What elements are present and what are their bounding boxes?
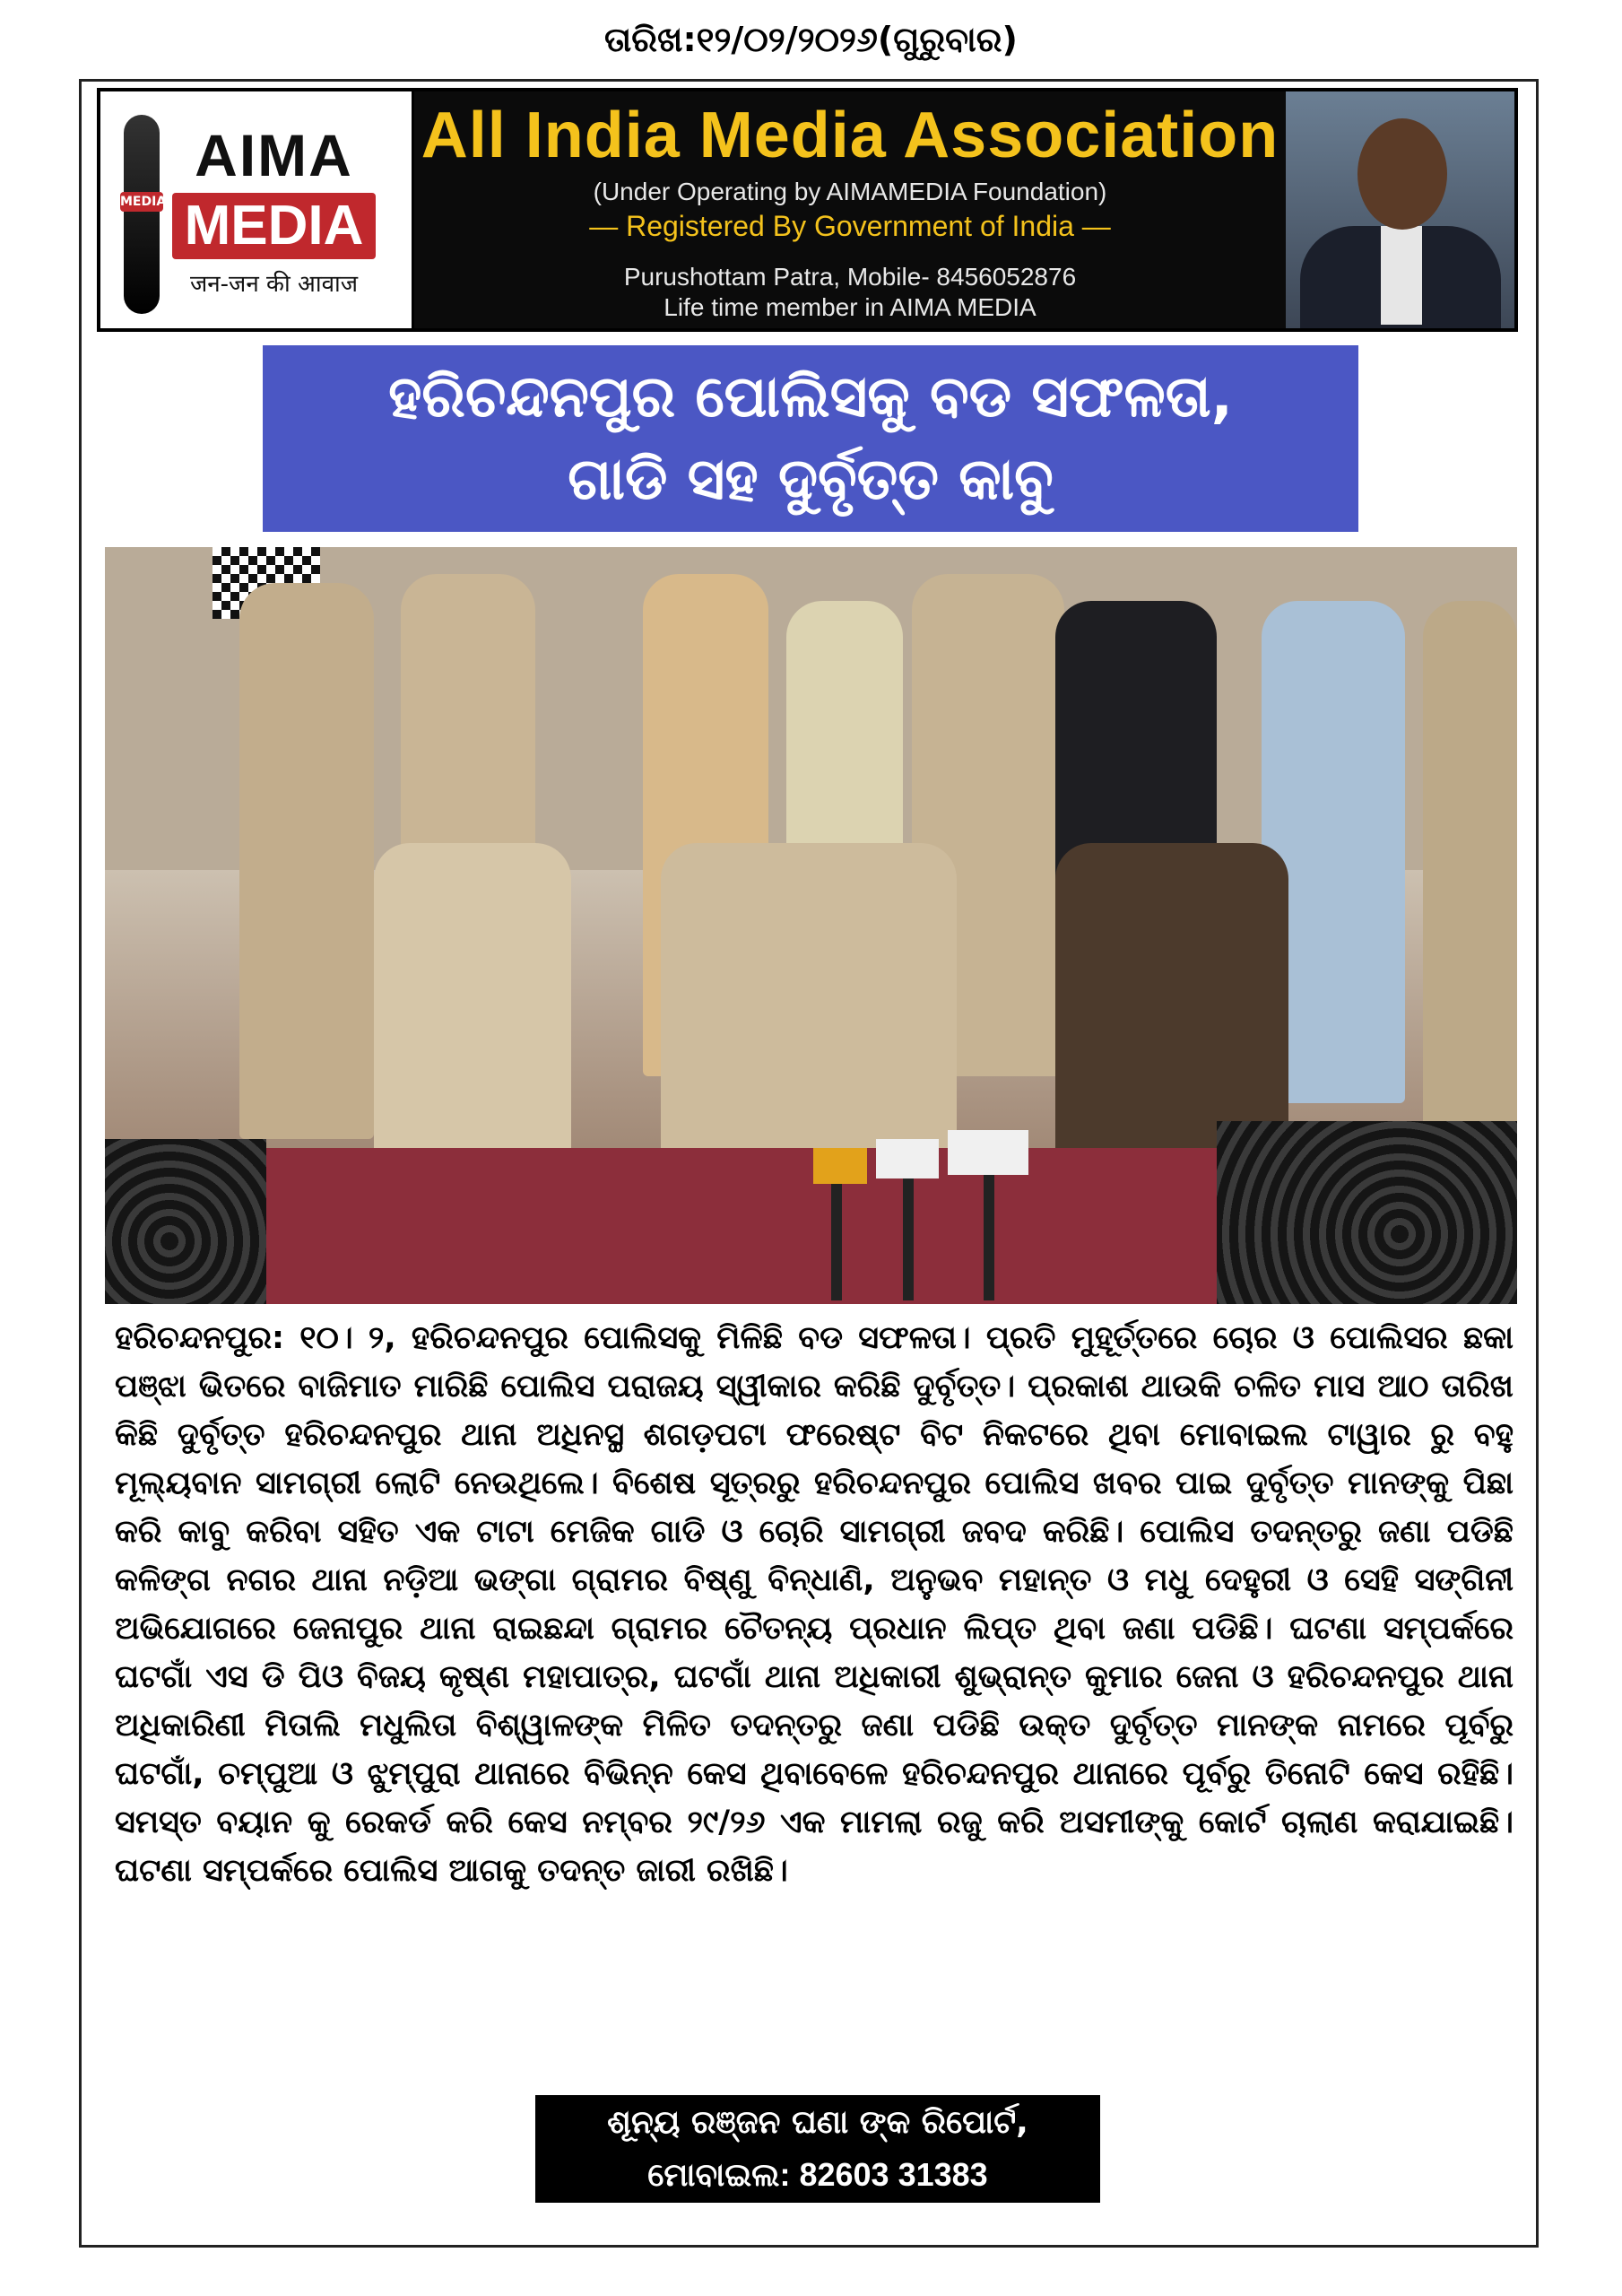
photo-microphones xyxy=(795,1121,1064,1300)
logo-tagline: जन-जन की आवाज xyxy=(189,271,359,298)
logo-aima-text: AIMA xyxy=(195,122,353,188)
headline-line-1: ହରିଚନ୍ଦନପୁର ପୋଲିସକୁ ବଡ ସଫଳତା, xyxy=(388,364,1233,430)
logo-media-text: MEDIA xyxy=(172,193,377,259)
banner-registered: — Registered By Government of India — xyxy=(589,209,1111,242)
member-portrait xyxy=(1286,91,1514,328)
photo-cables xyxy=(1217,1121,1517,1304)
aima-media-logo xyxy=(100,91,414,328)
banner-text-block xyxy=(414,91,1286,328)
photo-table xyxy=(266,1148,1253,1304)
banner-title: All India Media Association xyxy=(421,99,1279,171)
portrait-head xyxy=(1357,118,1447,230)
reporter-credit xyxy=(535,2095,1100,2203)
banner-member: Life time member in AIMA MEDIA xyxy=(664,292,1037,321)
aima-banner xyxy=(97,88,1518,332)
credit-mobile: ମୋବାଇଲ: 82603 31383 xyxy=(647,2156,988,2193)
headline-line-2: ଗାଡି ସହ ଦୁର୍ବୃତ୍ତ କାବୁ xyxy=(568,447,1054,513)
credit-reporter: ଶୂନ୍ୟ ରଞ୍ଜନ ଘଣା ଙ୍କ ରିପୋର୍ଟ, xyxy=(607,2104,1028,2141)
photo-cables xyxy=(105,1139,266,1304)
news-headline xyxy=(263,345,1358,532)
photo-officer xyxy=(239,583,374,1139)
portrait-shirt xyxy=(1381,226,1422,325)
microphone-icon xyxy=(124,115,160,314)
press-conference-photo xyxy=(105,547,1517,1304)
photo-officer xyxy=(1423,601,1517,1139)
banner-subtitle: (Under Operating by AIMAMEDIA Foundation) xyxy=(593,177,1107,205)
photo-seated-officer xyxy=(374,843,571,1184)
mic-label: MEDIA xyxy=(120,192,163,212)
article-body: ହରିଚନ୍ଦନପୁର: ୧୦। ୨, ହରିଚନ୍ଦନପୁର ପୋଲିସକୁ ମିଳିଛି ବଡ ସଫଳତା। ପ୍ରତି ମୁହୂର୍ତ୍ତରେ ଚୋର ଓ ପୋଲିସର ଛକା ପଞ୍ଝା ଭିତରେ ବାଜିମାତ ମାରିଛି ପୋଲିସ ପରାଜୟ ସ୍ୱୀକାର କରିଛି ଦୁର୍ବୃତ୍ତ। ପ୍ରକାଶ ଥାଉକି ଚଳିତ ମାସ ଆଠ ତାରିଖ କିଛି ଦୁର୍ବୃତ୍ତ ହରିଚନ୍ଦନପୁର ଥାନା ଅଧିନସ୍ଥ ଶଗଡ଼ପଟା ଫରେଷ୍ଟ ବିଟ ନିକଟରେ ଥିବା ମୋବାଇଲ ଟାୱାର ରୁ ବହୁ ମୂଲ୍ୟବାନ ସାମଗ୍ରୀ ଲୋଟି ନେଉଥିଲେ। ବିଶେଷ ସୂତ୍ରରୁ ହରିଚନ୍ଦନପୁର ପୋଲିସ ଖବର ପାଇ ଦୁର୍ବୃତ୍ତ ମାନଙ୍କୁ ପିଛା କରି କାବୁ କରିବା ସହିତ ଏକ ଟାଟା ମେଜିକ ଗାଡି ଓ ଚୋରି ସାମଗ୍ରୀ ଜବଦ କରିଛି। ପୋଲିସ ତଦନ୍ତରୁ ଜଣା ପଡିଛି କଳିଙ୍ଗ ନଗର ଥାନା ନଡ଼ିଆ ଭଙ୍ଗା ଗ୍ରାମର ବିଷ୍ଣୁ ବିନ୍ଧାଣି, ଅନୁଭବ ମହାନ୍ତ ଓ ମଧୁ ଦେହୁରୀ ଓ ସେହି ସଙ୍ଗିନୀ ଅଭିଯୋଗରେ ଜେନାପୁର ଥାନା ରାଇଛନ୍ଦା ଗ୍ରାମର ଚୈତନ୍ୟ ପ୍ରଧାନ ଲିପ୍ତ ଥିବା ଜଣା ପଡିଛି। ଘଟଣା ସମ୍ପର୍କରେ ଘଟଗାଁ ଏସ ଡି ପିଓ ବିଜୟ କୃଷ୍ଣ ମହାପାତ୍ର, ଘଟଗାଁ ଥାନା ଅଧିକାରୀ ଶୁଭ୍ରାନ୍ତ କୁମାର ଜେନା ଓ ହରିଚନ୍ଦନପୁର ଥାନା ଅଧିକାରିଣୀ ମିତାଲି ମଧୁଲିତା ବିଶ୍ୱାଳଙ୍କ ମିଳିତ ତଦନ୍ତରୁ ଜଣା ପଡିଛି ଉକ୍ତ ଦୁର୍ବୃତ୍ତ ମାନଙ୍କ ନାମରେ ପୂର୍ବରୁ ଘଟଗାଁ, ଚମ୍ପୁଆ ଓ ଝୁମ୍ପୁରା ଥାନାରେ ବିଭିନ୍ନ କେସ ଥିବାବେଳେ ହରିଚନ୍ଦନପୁର ଥାନାରେ ପୂର୍ବରୁ ତିନୋଟି କେସ ରହିଛି। ସମସ୍ତ ବୟାନ କୁ ରେକର୍ଡ କରି କେସ ନମ୍ବର ୨୯/୨୬ ଏକ ମାମଲା ରଜୁ କରି ଅସମୀଙ୍କୁ କୋର୍ଟ ଚାଲାଣ କରାଯାଇଛି। ଘଟଣା ସମ୍ପର୍କରେ ପୋଲିସ ଆଗକୁ ତଦନ୍ତ ଜାରୀ ରଖିଛି। xyxy=(115,1320,1514,1889)
date-line: ତାରିଖ:୧୨/୦୨/୨୦୨୬(ଗୁରୁବାର) xyxy=(604,20,1018,59)
banner-person: Purushottam Patra, Mobile- 8456052876 xyxy=(623,262,1077,291)
